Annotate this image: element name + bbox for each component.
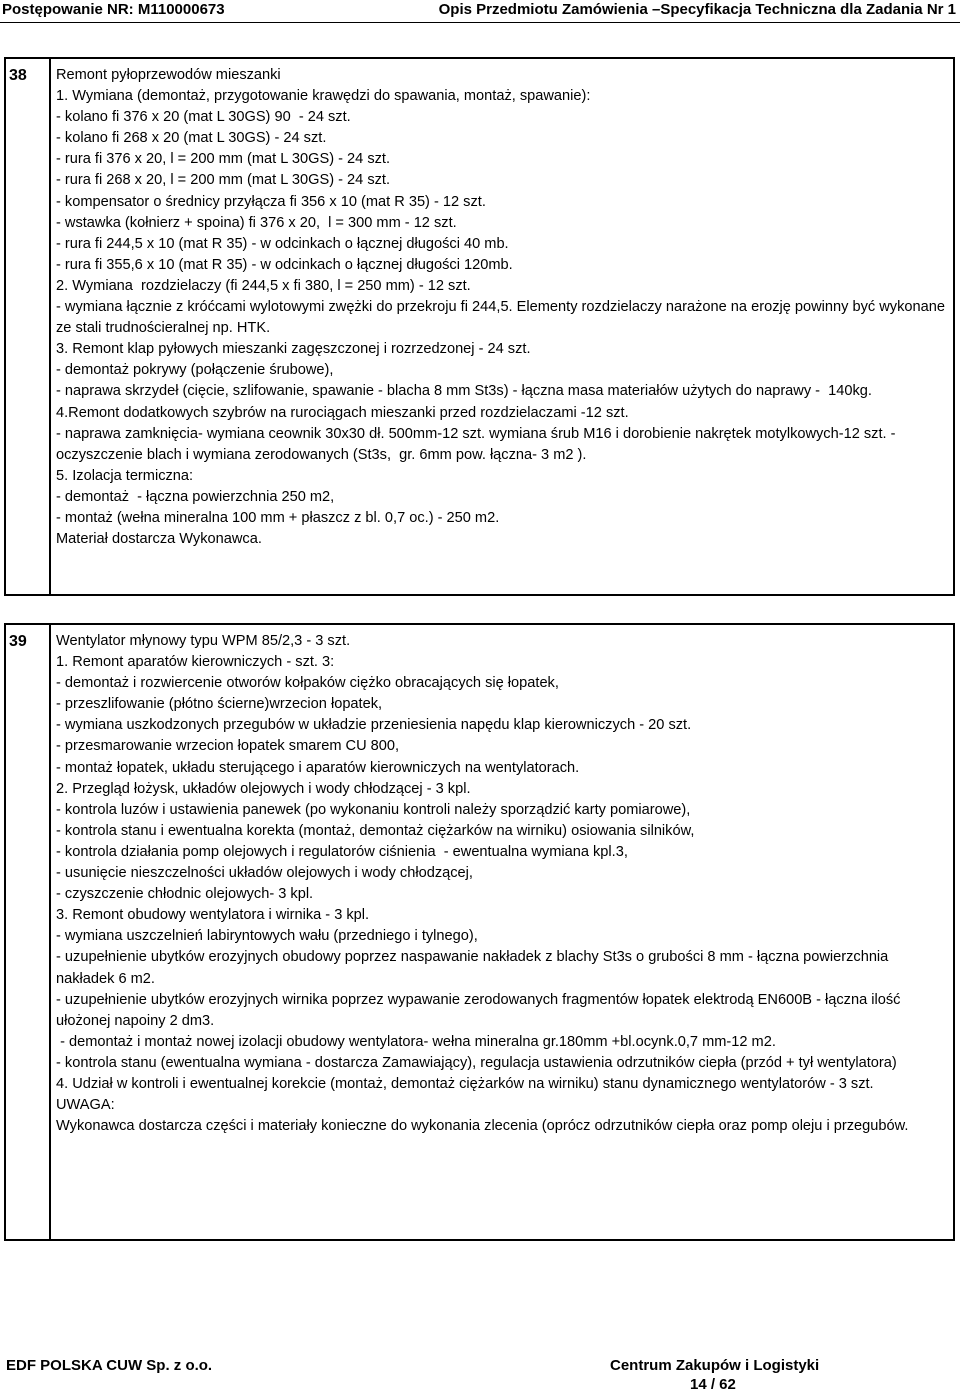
description-line: - montaż łopatek, układu sterującego i aparatów kierowniczych na wentylatorach. xyxy=(56,759,580,776)
specification-table xyxy=(4,57,955,1241)
row-number: 38 xyxy=(5,58,50,595)
row-description xyxy=(50,58,954,595)
description-line: - demontaż i montaż nowej izolacji obudowy wentylatora- wełna mineralna gr.180mm +bl.ocynk.0,7 mm-12 m2. xyxy=(56,1033,776,1050)
description-line: - uzupełnienie ubytków erozyjnych obudowy poprzez naspawanie nakładek z blachy St3s o grubości 8 mm - łączna powierzchnia nakładek 6 m2. xyxy=(56,949,893,987)
description-line: - kontrola stanu i ewentualna korekta (montaż, demontaż ciężarków na wirniku) osiowania silników, xyxy=(56,822,695,839)
description-line: - kolano fi 268 x 20 (mat L 30GS) - 24 szt. xyxy=(56,130,327,147)
description-line: 4. Udział w kontroli i ewentualnej korekcie (montaż, demontaż ciężarków na wirniku) stanu dynamicznego wentylatorów - 3 szt. xyxy=(56,1075,874,1092)
description-line: 1. Remont aparatów kierowniczych - szt. 3: xyxy=(56,654,335,671)
page-number: 14 / 62 xyxy=(690,1376,736,1393)
row-number: 39 xyxy=(5,624,50,1240)
description-line: - rura fi 376 x 20, l = 200 mm (mat L 30GS) - 24 szt. xyxy=(56,151,391,168)
description-line: - kompensator o średnicy przyłącza fi 356 x 10 (mat R 35) - 12 szt. xyxy=(56,193,486,210)
description-line: - demontaż - łączna powierzchnia 250 m2, xyxy=(56,488,335,505)
description-line: - naprawa skrzydeł (cięcie, szlifowanie, spawanie - blacha 8 mm St3s) - łączna masa materiałów użytych do naprawy - 140kg. xyxy=(56,383,872,400)
description-line: - uzupełnienie ubytków erozyjnych wirnika poprzez wypawanie zerodowanych fragmentów łopatek elektrodą EN600B - łączna ilość ułożonej napoiny 2 dm3. xyxy=(56,991,905,1029)
description-line: - demontaż i rozwiercenie otworów kołpaków ciężko obracających się łopatek, xyxy=(56,675,559,692)
description-line: - wymiana uszkodzonych przegubów w układzie przeniesienia napędu klap kierowniczych - 20 szt. xyxy=(56,717,692,734)
description-line: - rura fi 355,6 x 10 (mat R 35) - w odcinkach o łącznej długości 120mb. xyxy=(56,256,513,273)
description-line: - montaż (wełna mineralna 100 mm + płaszcz z bl. 0,7 oc.) - 250 m2. xyxy=(56,509,500,526)
table-row xyxy=(5,624,954,1240)
description-line: 3. Remont klap pyłowych mieszanki zagęszczonej i rozrzedzonej - 24 szt. xyxy=(56,341,531,358)
header-rule xyxy=(0,22,960,23)
description-line: Materiał dostarcza Wykonawca. xyxy=(56,531,262,548)
department-name: Centrum Zakupów i Logistyki xyxy=(610,1357,820,1374)
page-header xyxy=(0,0,960,36)
page-footer xyxy=(0,1350,960,1391)
description-line: - kontrola stanu (ewentualna wymiana - dostarcza Zamawiający), regulacja ustawienia odrzutników ciepła (przód + tył wentylatora) xyxy=(56,1054,897,1071)
description-line: - czyszczenie chłodnic olejowych- 3 kpl. xyxy=(56,886,314,903)
description-line: - usunięcie nieszczelności układów olejowych i wody chłodzącej, xyxy=(56,865,473,882)
description-line: 3. Remont obudowy wentylatora i wirnika - 3 kpl. xyxy=(56,907,370,924)
description-line: - kolano fi 376 x 20 (mat L 30GS) 90 - 24 szt. xyxy=(56,109,351,126)
description-line: - przesmarowanie wrzecion łopatek smarem CU 800, xyxy=(56,738,400,755)
description-line: - wstawka (kołnierz + spoina) fi 376 x 20, l = 300 mm - 12 szt. xyxy=(56,214,457,231)
description-line: - przeszlifowanie (płótno ścierne)wrzecion łopatek, xyxy=(56,696,383,713)
description-line: - demontaż pokrywy (połączenie śrubowe), xyxy=(56,362,334,379)
description-line: - wymiana uszczelnień labiryntowych wału (przedniego i tylnego), xyxy=(56,928,478,945)
description-line: 5. Izolacja termiczna: xyxy=(56,467,194,484)
table-row-spacer xyxy=(5,595,954,624)
description-line: Wykonawca dostarcza części i materiały konieczne do wykonania zlecenia (oprócz odrzutników ciepła oraz pomp oleju i przegubów. xyxy=(56,1118,909,1135)
document-title: Opis Przedmiotu Zamówienia –Specyfikacja Techniczna dla Zadania Nr 1 xyxy=(438,1,956,18)
description-line: - naprawa zamknięcia- wymiana ceownik 30x30 dł. 500mm-12 szt. wymiana śrub M16 i dorobienie nakrętek motylkowych-12 szt. - oczyszczenie blach i wymiana zerodowanych (St3s, gr. 6mm pow. łączna- 3 m2 ). xyxy=(56,425,900,463)
description-line: 4.Remont dodatkowych szybrów na rurociągach mieszanki przed rozdzielaczami -12 szt. xyxy=(56,404,629,421)
description-line: - rura fi 268 x 20, l = 200 mm (mat L 30GS) - 24 szt. xyxy=(56,172,391,189)
description-line: 2. Wymiana rozdzielaczy (fi 244,5 x fi 380, l = 250 mm) - 12 szt. xyxy=(56,277,471,294)
description-line: - kontrola luzów i ustawienia panewek (po wykonaniu kontroli należy sporządzić karty pomiarowe), xyxy=(56,801,691,818)
description-line: 1. Wymiana (demontaż, przygotowanie krawędzi do spawania, montaż, spawanie): xyxy=(56,88,591,105)
procedure-number: Postępowanie NR: M110000673 xyxy=(2,1,225,18)
description-line: - wymiana łącznie z króćcami wylotowymi zwężki do przekroju fi 244,5. Elementy rozdzielaczy narażone na erozję powinny być wykonane ze stali trudnościeralnej np. HTK. xyxy=(56,299,950,337)
description-line: Wentylator młynowy typu WPM 85/2,3 - 3 szt. xyxy=(56,633,351,649)
row-description xyxy=(50,624,954,1240)
description-line: - rura fi 244,5 x 10 (mat R 35) - w odcinkach o łącznej długości 40 mb. xyxy=(56,235,509,252)
company-name: EDF POLSKA CUW Sp. z o.o. xyxy=(6,1357,213,1374)
description-line: - kontrola działania pomp olejowych i regulatorów ciśnienia - ewentualna wymiana kpl.3, xyxy=(56,843,628,860)
table-row xyxy=(5,58,954,595)
description-line: Remont pyłoprzewodów mieszanki xyxy=(56,67,281,83)
description-line: UWAGA: xyxy=(56,1097,115,1114)
description-line: 2. Przegląd łożysk, układów olejowych i wody chłodzącej - 3 kpl. xyxy=(56,780,471,797)
